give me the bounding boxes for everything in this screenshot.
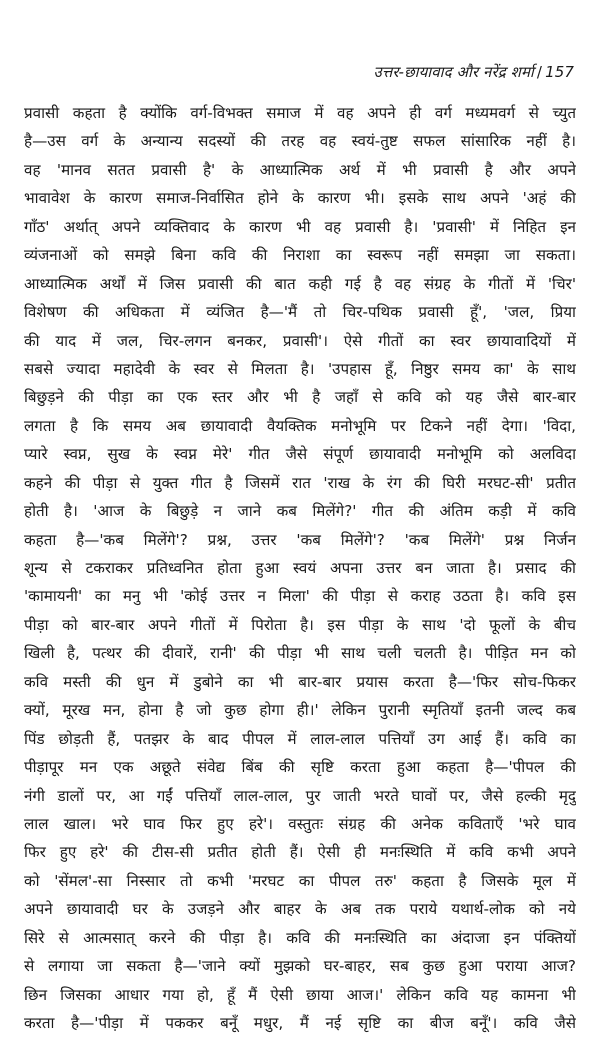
text-line: करता है—'पीड़ा में पककर बनूँ मधुर, मैं नई सृष्टि का बीज बनूँ'। कवि जैसे	[24, 1014, 576, 1032]
text-line: होती है। 'आज के बिछुड़े न जाने कब मिलेंगे?' गीत की अंतिम कड़ी में कवि	[24, 502, 576, 521]
text-line: खिली है, पत्थर की दीवारें, रानी' की पीड़ा भी साथ चली चलती है। पीड़ित मन को	[24, 644, 576, 663]
text-line: 'कामायनी' का मनु भी 'कोई उत्तर न मिला' की पीड़ा से कराह उठता है। कवि इस	[24, 587, 576, 606]
text-line: पीड़ा को बार-बार अपने गीतों में पिरोता है। इस पीड़ा के साथ 'दो फूलों के बीच	[24, 615, 576, 634]
text-line: प्रवासी कहता है क्योंकि वर्ग-विभक्त समाज में वह अपने ही वर्ग मध्यमवर्ग से च्युत	[24, 104, 576, 122]
text-line: है—उस वर्ग के अन्यान्य सदस्यों की तरह वह स्वयं-तुष्ट सफल सांसारिक नहीं है।	[24, 132, 576, 151]
text-line: सबसे ज्यादा महादेवी के स्वर से मिलता है। 'उपहास हूँ, निष्ठुर समय का' के साथ	[24, 359, 576, 378]
body-text	[24, 99, 576, 1037]
header-separator: /	[536, 63, 543, 81]
text-line: शून्य से टकराकर प्रतिध्वनित होता हुआ स्वयं अपना उत्तर बन जाता है। प्रसाद की	[24, 559, 576, 577]
text-line: कवि मस्ती की धुन में डुबोने का भी बार-बार प्रयास करता है—'फिर सोच-फिकर	[24, 672, 576, 691]
text-line: अपने छायावादी घर के उजड़ने और बाहर के अब तक पराये यथार्थ-लोक को नये	[24, 900, 576, 919]
text-line: क्यों, मूरख मन, होना है जो कुछ होगा ही।' लेकिन पुरानी स्मृतियाँ इतनी जल्द कब	[24, 701, 576, 720]
text-line: लाल खाल। भरे घाव फिर हुए हरे'। वस्तुतः संग्रह की अनेक कविताएँ 'भरे घाव	[24, 814, 576, 833]
text-line: पिंड छोड़ती हैं, पतझर के बाद पीपल में लाल-लाल पत्तियाँ उग आई हैं। कवि का	[24, 729, 576, 748]
text-line: प्यारे स्वप्न, सुख के स्वप्न मेरे' गीत जैसे संपूर्ण छायावादी मनोभूमि को अलविदा	[24, 445, 576, 464]
text-line: लगता है कि समय अब छायावादी वैयक्तिक मनोभूमि पर टिकने नहीं देगा। 'विदा,	[24, 416, 576, 435]
chapter-title: उत्तर-छायावाद और नरेंद्र शर्मा	[373, 63, 534, 81]
text-line: भावावेश के कारण समाज-निर्वासित होने के कारण भी। इसके साथ अपने 'अहं की	[24, 189, 576, 208]
text-line: बिछुड़ने की पीड़ा का एक स्तर और भी है जहाँ से कवि को यह जैसे बार-बार	[24, 388, 576, 407]
text-line: वह 'मानव सतत प्रवासी है' के आध्यात्मिक अर्थ में भी प्रवासी है और अपने	[24, 160, 576, 179]
text-line: से लगाया जा सकता है—'जाने क्यों मुझको घर-बाहर, सब कुछ हुआ पराया आज?	[24, 957, 576, 976]
text-line: नंगी डालों पर, आ गईं पत्तियाँ लाल-लाल, पुर जाती भरते घावों पर, जैसे हल्की मृदु	[24, 786, 576, 805]
text-line: आध्यात्मिक अर्थों में जिस प्रवासी की बात कही गई है वह संग्रह के गीतों में 'चिर'	[24, 274, 576, 293]
text-line: सिरे से आत्मसात् करने की पीड़ा है। कवि की मनःस्थिति का अंदाजा इन पंक्तियों	[24, 928, 576, 947]
text-line: छिन जिसका आधार गया हो, हूँ मैं ऐसी छाया आज।' लेकिन कवि यह कामना भी	[24, 985, 576, 1004]
running-header	[374, 62, 574, 82]
text-line: विशेषण की अधिकता में व्यंजित है—'मैं तो चिर-पथिक प्रवासी हूँ', 'जल, प्रिया	[24, 303, 576, 322]
text-line: पीड़ापूर मन एक अछूते संवेद्य बिंब की सृष्टि करता हुआ कहता है—'पीपल की	[24, 758, 576, 777]
text-line: की याद में जल, चिर-लगन बनकर, प्रवासी'। ऐसे गीतों का स्वर छायावादियों में	[24, 331, 576, 350]
text-line: कहता है—'कब मिलेंगे'? प्रश्न, उत्तर 'कब मिलेंगे'? 'कब मिलेंगे' प्रश्न निर्जन	[24, 530, 576, 549]
text-line: गाँठ' अर्थात् अपने व्यक्तिवाद के कारण भी वह प्रवासी है। 'प्रवासी' में निहित इन	[24, 217, 576, 236]
text-line: को 'सेंमल'-सा निस्सार तो कभी 'मरघट का पीपल तरु' कहता है जिसके मूल में	[24, 871, 576, 890]
text-line: फिर हुए हरे' की टीस-सी प्रतीत होती हैं। ऐसी ही मनःस्थिति में कवि कभी अपने	[24, 843, 576, 862]
text-line: कहने की पीड़ा से युक्त गीत है जिसमें रात 'राख के रंग की घिरी मरघट-सी' प्रतीत	[24, 473, 576, 492]
page-number: 157	[545, 63, 574, 81]
text-line: व्यंजनाओं को समझे बिना कवि की निराशा का स्वरूप नहीं समझा जा सकता।	[24, 246, 576, 265]
